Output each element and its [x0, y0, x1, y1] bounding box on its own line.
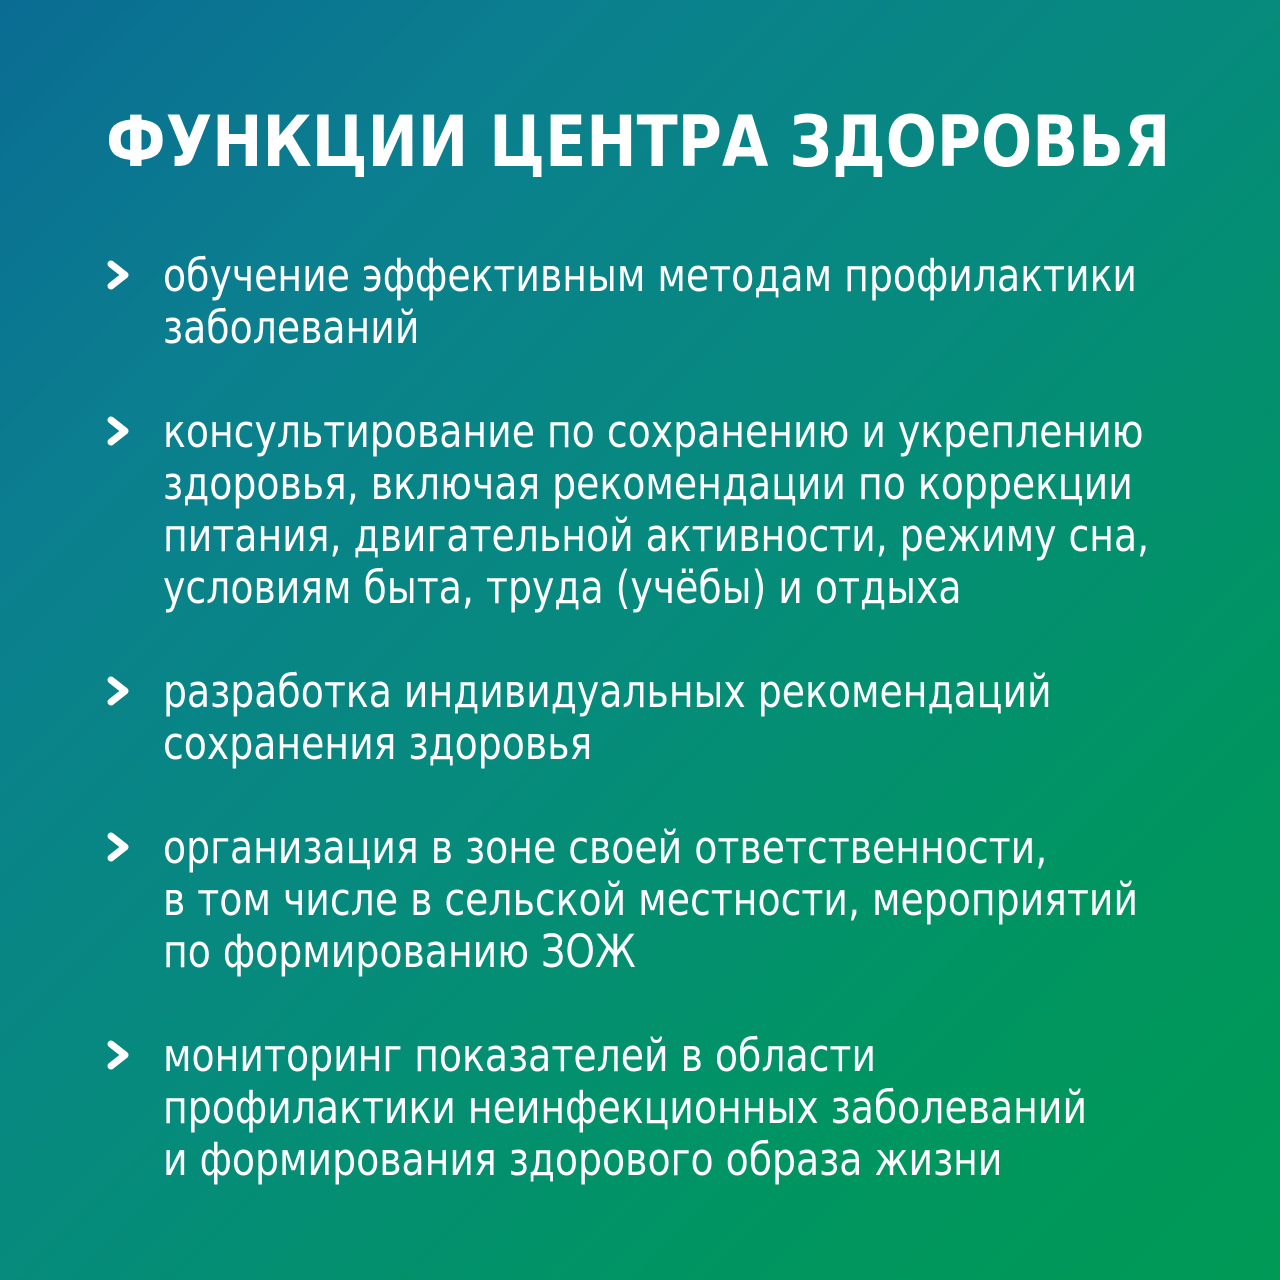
list-item-line: условиям быта, труда (учёбы) и отдыха: [163, 561, 962, 614]
list-item-line: в том числе в сельской местности, мероприятий: [163, 873, 1139, 926]
list-item-text: [163, 666, 1129, 770]
chevron-right-icon: [106, 1040, 132, 1070]
chevron-right-icon: [106, 260, 132, 290]
list-item-text: [163, 821, 1139, 978]
list-item-line: заболеваний: [163, 301, 420, 354]
list-item-line: разработка индивидуальных рекомендаций: [163, 665, 1052, 718]
chevron-right-icon: [106, 832, 132, 862]
list-item-line: профилактики неинфекционных заболеваний: [163, 1081, 1088, 1134]
page-title: ФУНКЦИИ ЦЕНТРА ЗДОРОВЬЯ: [106, 101, 1171, 183]
list-item-text: [163, 1030, 1129, 1186]
list-item-line: консультирование по сохранению и укреплению: [163, 405, 1144, 458]
list-item-line: питания, двигательной активности, режиму сна,: [163, 509, 1150, 562]
list-item-line: сохранения здоровья: [163, 717, 593, 770]
list-item-line: и формирования здорового образа жизни: [163, 1133, 1003, 1186]
list-item-line: обучение эффективным методам профилактики: [163, 249, 1137, 302]
list-item-text: [163, 249, 1137, 354]
list-item-line: организация в зоне своей ответственности,: [163, 821, 1048, 874]
chevron-right-icon: [106, 676, 132, 706]
list-item-line: здоровья, включая рекомендации по коррекции: [163, 457, 1133, 510]
list-item-text: [163, 405, 1150, 614]
list-item-line: по формированию ЗОЖ: [163, 925, 636, 978]
list-item-line: мониторинг показателей в области: [163, 1029, 877, 1082]
chevron-right-icon: [106, 416, 132, 446]
